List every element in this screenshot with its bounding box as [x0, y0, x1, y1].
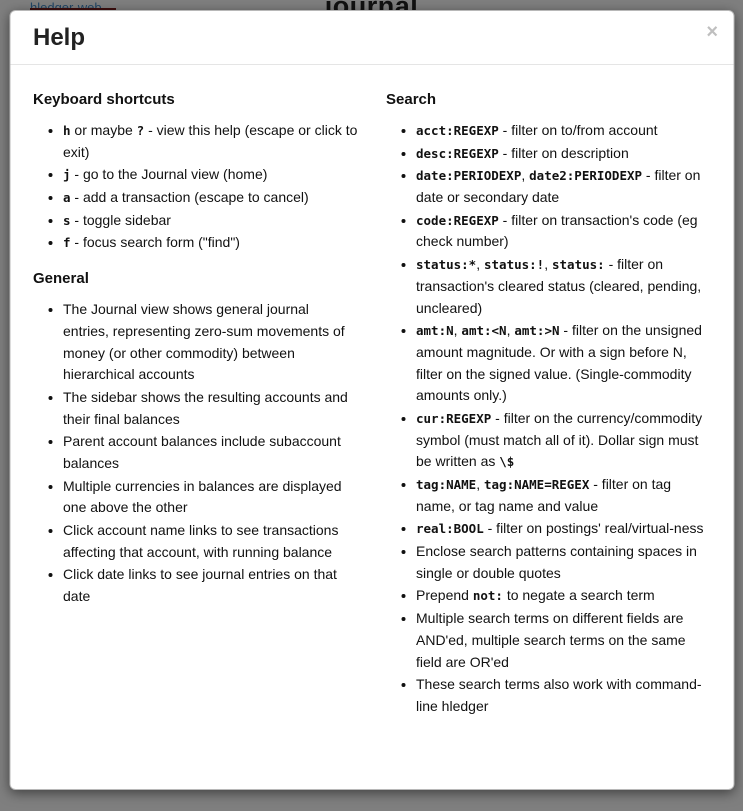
general-heading: General — [33, 270, 89, 288]
code-token: s — [63, 212, 71, 228]
list-item: • desc:REGEXP - filter on description — [416, 143, 711, 165]
list-item: • The Journal view shows general journal entries, representing zero-sum movements of money (or other commodity) between hierarchical accounts — [63, 299, 358, 386]
code-token: ? — [136, 123, 145, 138]
list-item: • Multiple search terms on different fields are AND'ed, multiple search terms on the same field are OR'ed — [416, 608, 711, 673]
code-token: tag:NAME=REGEX — [484, 477, 590, 492]
code-token: not: — [472, 588, 503, 604]
code-token: f — [63, 235, 71, 251]
list-item: • s - toggle sidebar — [63, 210, 358, 232]
list-item: • Multiple currencies in balances are displayed one above the other — [63, 476, 358, 519]
list-item: • Prepend not: to negate a search term — [416, 585, 711, 607]
code-token: amt:<N — [461, 323, 507, 339]
help-modal — [9, 10, 734, 790]
modal-title: Help — [33, 24, 86, 51]
list-item: • h or maybe ? - view this help (escape or click to exit) — [63, 120, 358, 163]
left-column — [33, 79, 358, 734]
list-item: • cur:REGEXP - filter on the currency/commodity symbol (must match all of it). Dollar sign must be written as \$ — [416, 408, 711, 473]
code-token: desc:REGEXP — [416, 145, 499, 161]
list-item: • The sidebar shows the resulting accounts and their final balances — [63, 387, 358, 430]
code-token: a — [63, 190, 71, 206]
keyboard-shortcuts-list — [33, 120, 358, 254]
list-item: • real:BOOL - filter on postings' real/virtual-ness — [416, 518, 711, 540]
list-item: • status:*, status:!, status: - filter on transaction's cleared status (cleared, pending, uncleared) — [416, 254, 711, 319]
code-token: status:! — [484, 257, 545, 273]
list-item: • Enclose search patterns containing spaces in single or double quotes — [416, 541, 711, 584]
code-token: amt:>N — [514, 323, 560, 339]
search-heading: Search — [386, 91, 437, 108]
list-item: • Parent account balances include subaccount balances — [63, 431, 358, 474]
code-token: j — [63, 167, 71, 183]
general-list — [33, 299, 358, 608]
code-token: acct:REGEXP — [416, 123, 499, 138]
code-token: \$ — [499, 454, 515, 470]
search-list — [386, 120, 711, 718]
code-token: status:* — [416, 257, 477, 273]
code-token: code:REGEXP — [416, 212, 499, 228]
list-item: • amt:N, amt:<N, amt:>N - filter on the unsigned amount magnitude. Or with a sign before N, filter on the signed value. (Single-commodity amounts only.) — [416, 320, 711, 407]
list-item: • Click account name links to see transactions affecting that account, with running balance — [63, 520, 358, 563]
list-item: • These search terms also work with command-line hledger — [416, 674, 711, 717]
right-column — [386, 79, 711, 734]
code-token: cur:REGEXP — [416, 410, 492, 426]
list-item: • acct:REGEXP - filter on to/from account — [416, 120, 711, 142]
list-item: • j - go to the Journal view (home) — [63, 164, 358, 186]
modal-body — [10, 65, 733, 749]
code-token: real:BOOL — [416, 521, 484, 537]
close-icon[interactable]: × — [706, 21, 718, 43]
code-token: date2:PERIODEXP — [529, 168, 643, 184]
list-item: • tag:NAME, tag:NAME=REGEX - filter on tag name, or tag name and value — [416, 474, 711, 517]
code-token: tag:NAME — [416, 477, 477, 492]
code-token: amt:N — [416, 323, 454, 339]
keyboard-shortcuts-heading: Keyboard shortcuts — [33, 91, 175, 108]
list-item: • f - focus search form ("find") — [63, 232, 358, 254]
code-token: status: — [552, 257, 605, 273]
code-token: h — [63, 123, 71, 138]
code-token: date:PERIODEXP — [416, 168, 522, 184]
list-item: • date:PERIODEXP, date2:PERIODEXP - filter on date or secondary date — [416, 165, 711, 208]
list-item: • Click date links to see journal entries on that date — [63, 564, 358, 607]
list-item: • a - add a transaction (escape to cancel) — [63, 187, 358, 209]
modal-header — [10, 11, 733, 65]
list-item: • code:REGEXP - filter on transaction's code (eg check number) — [416, 210, 711, 253]
